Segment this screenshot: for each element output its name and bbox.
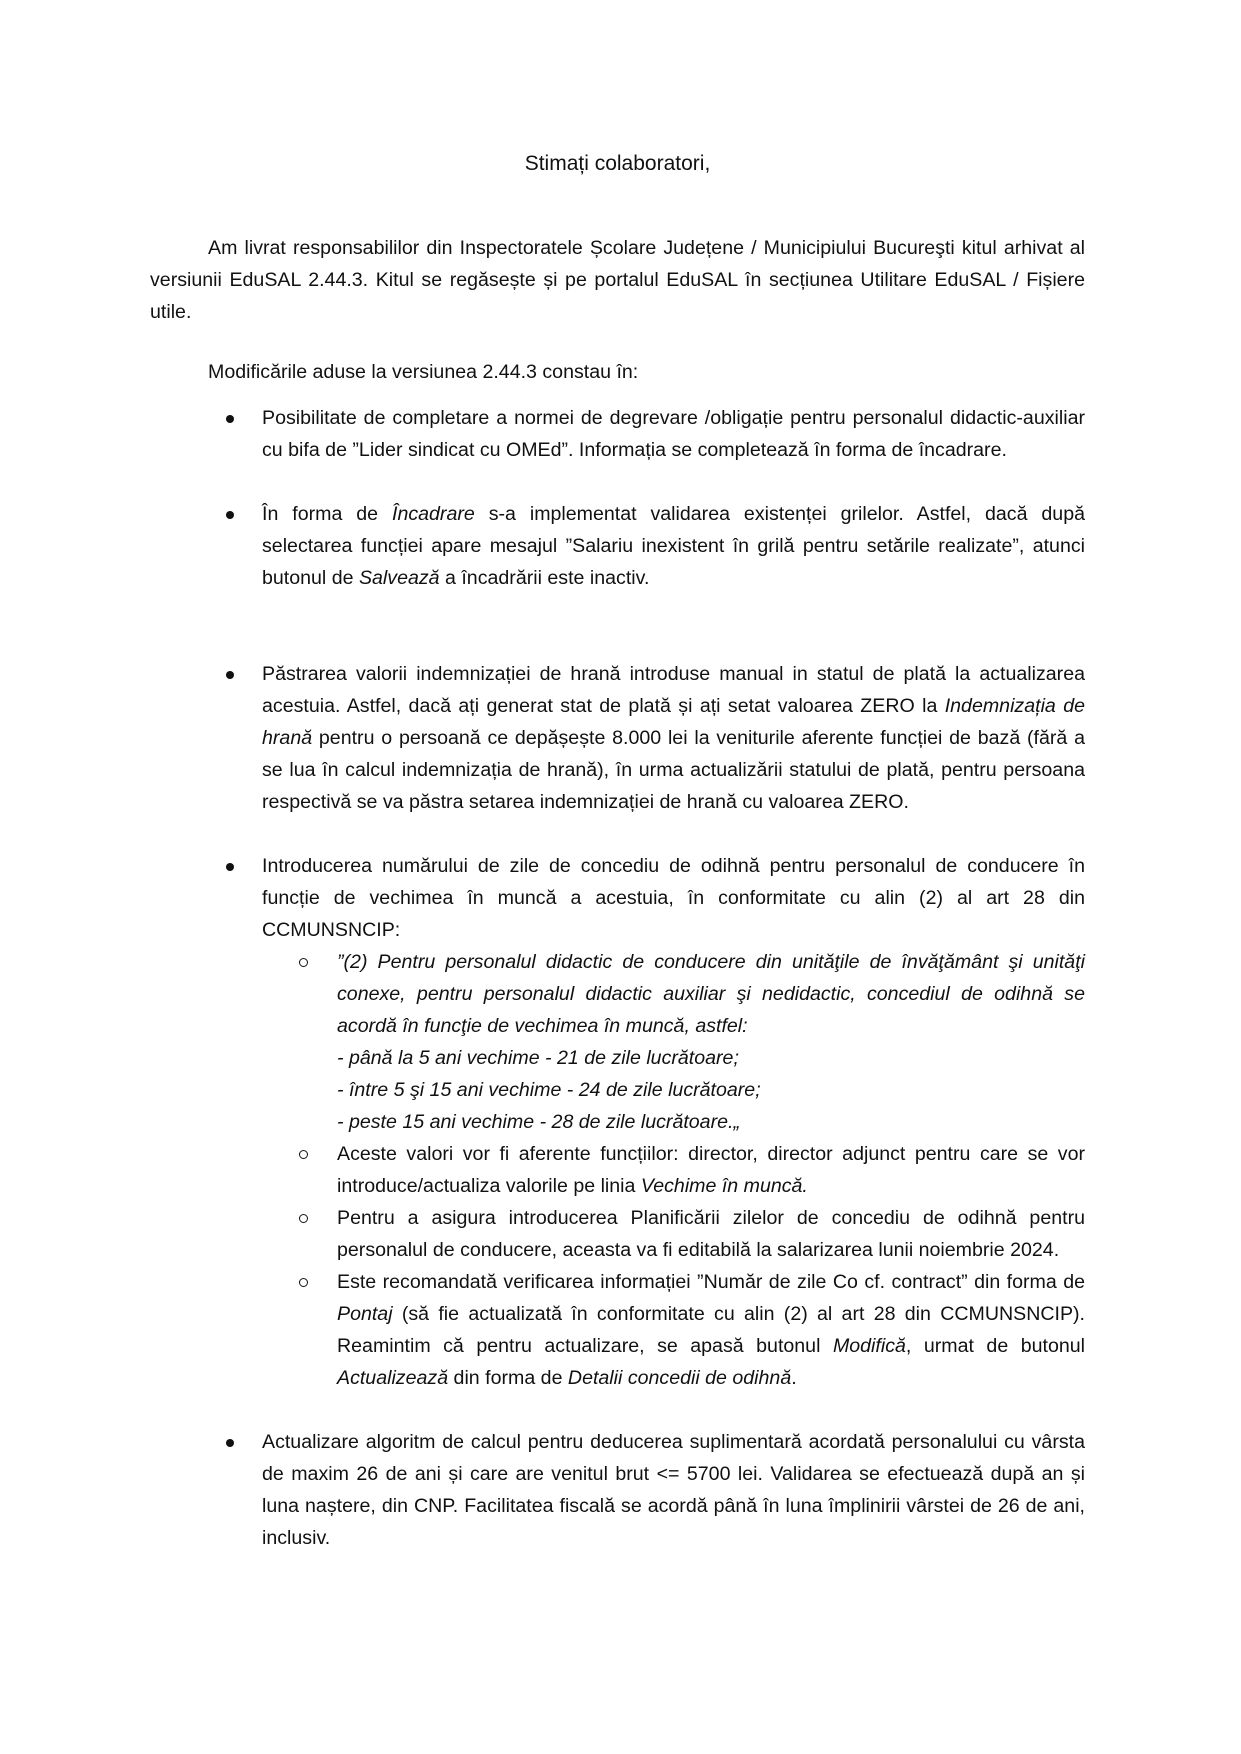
sub-item-planificare: Pentru a asigura introducerea Planificării zilelor de concediu de odihnă pentru personalul de conducere, aceasta va fi editabilă la salarizarea lunii noiembrie 2024.: [150, 1202, 1085, 1266]
bullet-icon: [226, 1439, 234, 1447]
bullet-icon: [226, 863, 234, 871]
bullet-text: Păstrarea valorii indemnizației de hrană introduse manual in statul de plată la actualizarea acestuia. Astfel, dacă ați generat stat de plată și ați setat valoarea ZERO la Indemnizația de hrană pentru o persoană ce depășește 8.000 lei la veniturile aferente funcției de bază (fără a se lua în calcul indemnizația de hrană), în urma actualizării statului de plată, pentru persoana respectivă se va păstra setarea indemnizației de hrană cu valoarea ZERO.: [262, 663, 1085, 813]
circle-bullet-icon: [299, 1214, 308, 1223]
sub-item-pontaj: Este recomandată verificarea informației ”Număr de zile Co cf. contract” din forma de Pontaj (să fie actualizată în conformitate cu alin (2) al art 28 din CCMUNSNCIP). Reamintim că pentru actualizare, se apasă butonul Modifică, urmat de butonul Actualizează din forma de Detalii concedii de odihnă.: [150, 1266, 1085, 1394]
changes-lead: Modificările aduse la versiunea 2.44.3 constau în:: [208, 361, 639, 383]
circle-bullet-icon: [299, 1150, 308, 1159]
document-body: [150, 148, 1085, 1554]
circle-bullet-icon: [299, 1278, 308, 1287]
bullet-text: Actualizare algoritm de calcul pentru deducerea suplimentară acordată personalului cu vârsta de maxim 26 de ani și care are venitul brut <= 5700 lei. Validarea se efectuează după an și luna naștere, din CNP. Facilitatea fiscală se acordă până în luna împlinirii vârstei de 26 de ani, inclusiv.: [262, 1431, 1085, 1549]
bullet-item-concediu-odihna: [150, 850, 1085, 946]
bullet-text: Introducerea numărului de zile de concediu de odihnă pentru personalul de conducere în funcție de vechimea în muncă a acestuia, în conformitate cu alin (2) al art 28 din CCMUNSNCIP:: [262, 855, 1085, 941]
bullet-item-incadrare: [150, 498, 1085, 594]
bullet-icon: [226, 671, 234, 679]
sub-item-functii: Aceste valori vor fi aferente funcțiilor: director, director adjunct pentru care se vor introduce/actualiza valorile pe linia Vechime în muncă.: [150, 1138, 1085, 1202]
intro-paragraph: Am livrat responsabililor din Inspectoratele Școlare Județene / Municipiului Bucureşti kitul arhivat al versiunii EduSAL 2.44.3. Kitul se regăsește și pe portalul EduSAL în secțiunea Utilitare EduSAL / Fișiere utile.: [150, 237, 1085, 323]
salutation: Stimați colaboratori,: [524, 152, 711, 175]
bullet-item-deducere: [150, 1426, 1085, 1554]
bullet-icon: [226, 511, 234, 519]
bullet-icon: [226, 415, 234, 423]
ccm-quote: ”(2) Pentru personalul didactic de conducere din unităţile de învăţământ şi unităţi conexe, pentru personalul didactic auxiliar şi nedidactic, concediul de odihnă se acordă în funcţie de vechimea în muncă, astfel: - până la 5 ani vechime - 21 de zile lucrătoare; - între 5 şi 15 ani vechime - 24 de zile lucrătoare; - peste 15 ani vechime - 28 de zile lucrătoare.„: [337, 951, 1085, 1133]
bullet-text: Posibilitate de completare a normei de degrevare /obligație pentru personalul didactic-auxiliar cu bifa de ”Lider sindicat cu OMEd”. Informația se completează în forma de încadrare.: [262, 407, 1085, 461]
sub-item-quote: [150, 946, 1085, 1138]
bullet-item-degrevare: [150, 402, 1085, 466]
bullet-item-indemnizatie-hrana: [150, 658, 1085, 818]
circle-bullet-icon: [299, 958, 308, 967]
bullet-text: În forma de Încadrare s-a implementat validarea existenței grilelor. Astfel, dacă după selectarea funcției apare mesajul ”Salariu inexistent în grilă pentru setările realizate”, atunci butonul de Salvează a încadrării este inactiv.: [262, 503, 1085, 589]
